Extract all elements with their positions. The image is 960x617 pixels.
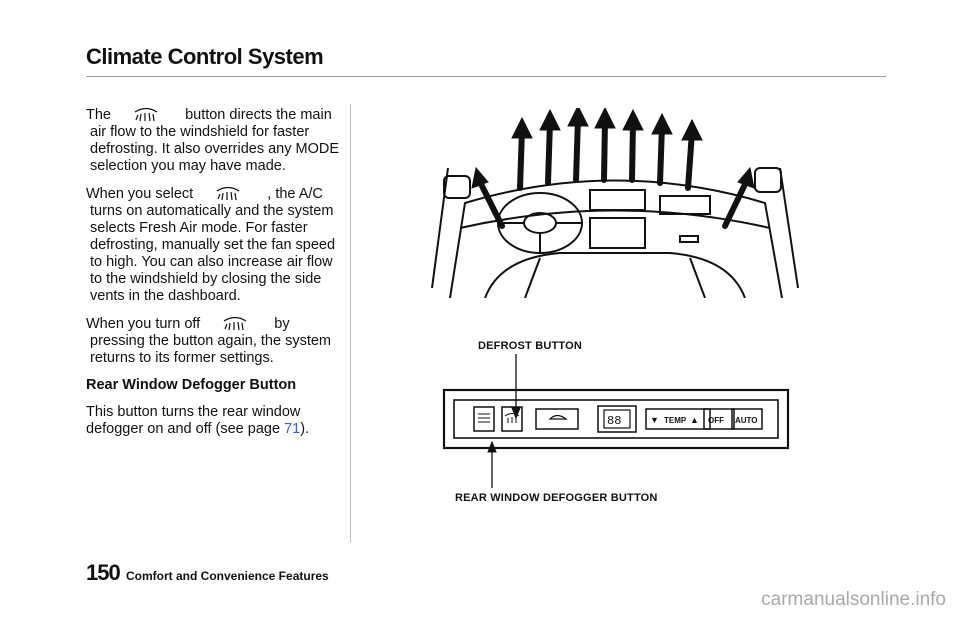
p3-pre: When you turn off [86,316,201,332]
p4-end: ). [300,421,310,437]
temp-label: TEMP [664,416,687,425]
p1-post: button directs the main [185,107,332,123]
page-title: Climate Control System [86,44,324,69]
p1-rest: air flow to the windshield for faster defrosting. It also overrides any MODE selection you may have made. [90,124,340,174]
p4-text: This button turns the rear window defogger on and off (see page [86,404,301,437]
defrost-icon [133,106,159,122]
defrost-icon [222,315,248,331]
paragraph-rear-defogger [86,404,348,438]
rear-defogger-button-label: REAR WINDOW DEFOGGER BUTTON [455,492,658,504]
title-rule [86,76,886,77]
paragraph-defrost [86,106,348,175]
off-button-label: OFF [708,416,724,425]
p2-pre: When you select [86,186,194,202]
paragraph-select [86,185,348,305]
p3-post: by [274,316,290,332]
p3-rest: pressing the button again, the system returns to its former settings. [90,333,332,366]
page-number: 150 [86,560,120,585]
p2-rest: turns on automatically and the system selects Fresh Air mode. For faster defrosting, manually set the fan speed to high. You can also increase air flow to the windshield by closing the side vents in the dashboard. [90,203,336,304]
temp-display: 88 [607,414,622,428]
defrost-button-label: DEFROST BUTTON [478,340,583,352]
defrost-icon [215,185,241,201]
p2-post: , the A/C [267,186,323,202]
p1-pre: The [86,107,111,123]
text-column [86,106,348,448]
section-footer: Comfort and Convenience Features [126,569,329,583]
dashboard-illustration [430,108,800,298]
paragraph-turn-off [86,315,348,367]
auto-button-label: AUTO [735,416,758,425]
down-arrow-icon: ▼ [650,415,659,425]
watermark: carmanualsonline.info [761,589,946,610]
column-divider [350,104,351,542]
rear-defogger-heading: Rear Window Defogger Button [86,377,297,393]
page-link-71[interactable]: 71 [284,421,301,437]
up-arrow-icon: ▲ [690,415,699,425]
control-panel-figure [440,352,800,492]
